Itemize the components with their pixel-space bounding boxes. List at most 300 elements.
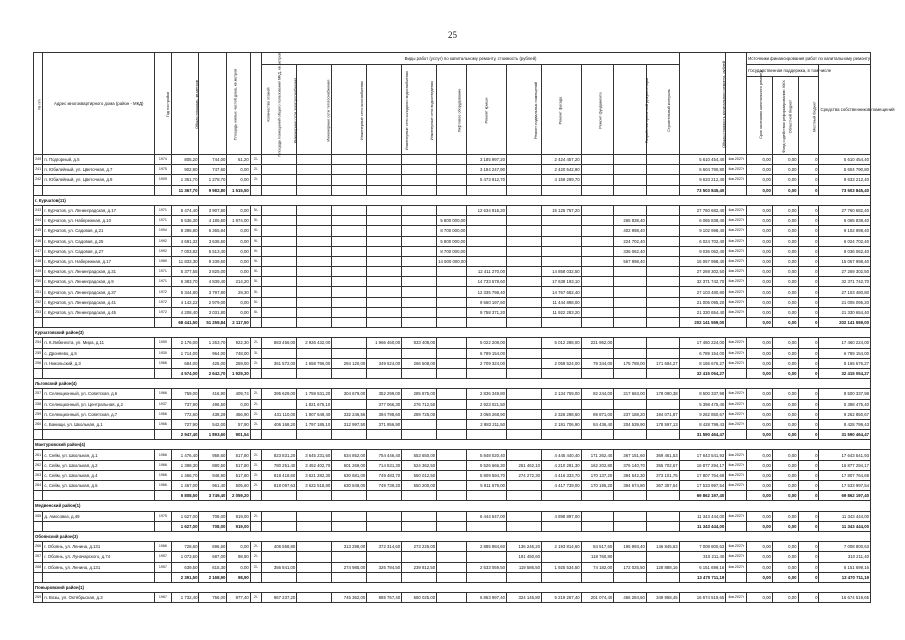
row-work-6 bbox=[437, 307, 467, 317]
row-work-12 bbox=[646, 552, 679, 562]
row-area-common: 0,00 bbox=[227, 267, 250, 277]
subtotal-fund-3: 0 bbox=[798, 185, 819, 195]
row-fund-4: 310 211,40 bbox=[819, 552, 871, 562]
row-area-common: 517,80 bbox=[227, 460, 250, 470]
row-year: 1966 bbox=[155, 419, 171, 429]
header-work-2: Инженерные сети теплоснабжения bbox=[297, 65, 332, 155]
row-area-total: 7 003,82 bbox=[171, 246, 199, 256]
row-year: 1971 bbox=[155, 277, 171, 287]
row-fund-2: 0,00 bbox=[772, 338, 798, 348]
row-work-9: 14 767 682,40 bbox=[542, 287, 582, 297]
row-work-8 bbox=[507, 389, 542, 399]
subtotal-floors bbox=[250, 368, 262, 378]
row-deadline: 4кв.2027г bbox=[726, 511, 747, 521]
row-work-8 bbox=[507, 256, 542, 266]
row-work-11: 367 151,60 bbox=[614, 450, 647, 460]
row-num: 243 bbox=[34, 205, 43, 215]
row-floors: 2/- bbox=[250, 389, 262, 399]
subtotal-fund-2: 0,00 bbox=[772, 318, 798, 328]
row-work-4 bbox=[367, 348, 402, 358]
header-work-5: Инженерные сети водоотведения bbox=[402, 65, 437, 155]
row-work-9: 15 125 767,20 bbox=[542, 205, 582, 215]
row-fund-2: 0,00 bbox=[772, 419, 798, 429]
subtotal-work-8 bbox=[507, 572, 542, 582]
row-work-8: 324 145,80 bbox=[507, 593, 542, 603]
header-area-living: Площадь жилых частей дома, кв.метров bbox=[199, 53, 227, 155]
subtotal-work-9 bbox=[542, 572, 582, 582]
row-work-11: 376 140,70 bbox=[614, 460, 647, 470]
row-floors: 2/- bbox=[250, 562, 262, 572]
row-work-4 bbox=[367, 511, 402, 521]
row-area-total: 5 377,55 bbox=[171, 267, 199, 277]
row-work-11: 394 542,30 bbox=[614, 470, 647, 480]
subtotal-work-9 bbox=[542, 521, 582, 531]
row-total-cost: 8 165 676,27 bbox=[679, 358, 726, 368]
district-row bbox=[34, 582, 871, 592]
row-deadline: 4кв.2027г bbox=[726, 256, 747, 266]
row-work-9 bbox=[542, 216, 582, 226]
row-work-10: 89 871,00 bbox=[581, 409, 614, 419]
row-work-8 bbox=[507, 205, 542, 215]
row-fund-4: 27 269 302,50 bbox=[819, 267, 871, 277]
row-work-8 bbox=[507, 409, 542, 419]
row-work-3: 630 849,00 bbox=[332, 481, 367, 491]
table-row bbox=[34, 552, 871, 562]
row-work-7: 2 533 059,50 bbox=[467, 562, 507, 572]
subtotal-work-6 bbox=[437, 521, 467, 531]
row-work-3: 601 269,00 bbox=[332, 460, 367, 470]
subtotal-fund-1: 0,00 bbox=[747, 368, 773, 378]
row-work-2 bbox=[297, 277, 332, 287]
row-work-4: 372 314,60 bbox=[367, 542, 402, 552]
row-num: 241 bbox=[34, 165, 43, 175]
row-fund-1: 0,00 bbox=[747, 389, 773, 399]
subtotal-area-common: 98,90 bbox=[227, 572, 250, 582]
row-work-3 bbox=[332, 277, 367, 287]
row-work-11 bbox=[614, 267, 647, 277]
row-address: г. Курчатов, ул. Садовая, д.25 bbox=[43, 236, 155, 246]
row-num: 256 bbox=[34, 358, 43, 368]
row-work-12 bbox=[646, 246, 679, 256]
district-row bbox=[34, 379, 871, 389]
row-work-6 bbox=[437, 593, 467, 603]
row-fund-3: 0 bbox=[798, 155, 819, 165]
row-floors: 9/- bbox=[250, 236, 262, 246]
row-work-3: 274 985,00 bbox=[332, 562, 367, 572]
row-work-5: 550 200,00 bbox=[402, 481, 437, 491]
row-work-10 bbox=[581, 267, 614, 277]
row-work-1: 431 110,00 bbox=[262, 409, 297, 419]
row-num: 253 bbox=[34, 307, 43, 317]
subtotal-work-9 bbox=[542, 318, 582, 328]
row-address: с. Сейм, ул. Школьная, д.4 bbox=[43, 470, 155, 480]
row-fund-3: 0 bbox=[798, 348, 819, 358]
row-work-5 bbox=[402, 236, 437, 246]
row-year: 1971 bbox=[155, 216, 171, 226]
row-work-11: 224 702,40 bbox=[614, 236, 647, 246]
row-total-cost: 27 760 682,40 bbox=[679, 205, 726, 215]
row-work-11 bbox=[614, 511, 647, 521]
subtotal-work-6 bbox=[437, 318, 467, 328]
row-work-8 bbox=[507, 450, 542, 460]
row-area-common: 919,00 bbox=[227, 511, 250, 521]
subtotal-work-11 bbox=[614, 368, 647, 378]
subtotal-year bbox=[155, 572, 171, 582]
row-area-common: 0,00 bbox=[227, 236, 250, 246]
row-work-10: 170 137,20 bbox=[581, 470, 614, 480]
row-fund-1: 0,00 bbox=[747, 246, 773, 256]
row-deadline: 4кв.2027г bbox=[726, 419, 747, 429]
subtotal-work-11 bbox=[614, 318, 647, 328]
subtotal-num bbox=[34, 491, 43, 501]
row-area-living: 948,90 bbox=[199, 470, 227, 480]
row-work-10: 79 344,00 bbox=[581, 358, 614, 368]
row-area-living: 1 278,70 bbox=[199, 175, 227, 185]
row-fund-2: 0,00 bbox=[772, 226, 798, 236]
row-work-2 bbox=[297, 175, 332, 185]
row-work-4: 394 798,60 bbox=[367, 409, 402, 419]
row-area-total: 1 467,00 bbox=[171, 481, 199, 491]
row-area-common: 922,30 bbox=[227, 338, 250, 348]
row-work-3 bbox=[332, 226, 367, 236]
row-work-6 bbox=[437, 409, 467, 419]
row-work-4 bbox=[367, 175, 402, 185]
row-work-2 bbox=[297, 562, 332, 572]
row-work-1 bbox=[262, 297, 297, 307]
row-work-5: 553 650,00 bbox=[402, 450, 437, 460]
row-work-9: 5 012 288,00 bbox=[542, 338, 582, 348]
row-work-11 bbox=[614, 338, 647, 348]
row-address: г. Обоянь, ул. Ленина, д.131 bbox=[43, 542, 155, 552]
row-fund-3: 0 bbox=[798, 277, 819, 287]
row-deadline: 4кв.2027г bbox=[726, 399, 747, 409]
row-area-common: 977,40 bbox=[227, 593, 250, 603]
table-header bbox=[34, 52, 895, 156]
row-work-7: 6 863 997,40 bbox=[467, 593, 507, 603]
row-work-12 bbox=[646, 165, 679, 175]
row-work-7: 5 811 579,00 bbox=[467, 481, 507, 491]
row-fund-3: 0 bbox=[798, 511, 819, 521]
row-area-common: 0,00 bbox=[227, 562, 250, 572]
row-num: 246 bbox=[34, 236, 43, 246]
subtotal-work-2 bbox=[297, 185, 332, 195]
row-work-5: 276 712,50 bbox=[402, 399, 437, 409]
table-row bbox=[34, 450, 871, 460]
row-fund-4: 17 460 224,00 bbox=[819, 338, 871, 348]
row-area-total: 5 536,30 bbox=[171, 216, 199, 226]
row-year: 1959 bbox=[155, 338, 171, 348]
row-work-10 bbox=[581, 287, 614, 297]
subtotal-fund-1: 0,00 bbox=[747, 185, 773, 195]
row-area-common: 0,00 bbox=[227, 256, 250, 266]
row-total-cost: 17 643 541,93 bbox=[679, 450, 726, 460]
row-total-cost: 27 103 480,80 bbox=[679, 287, 726, 297]
row-work-7: 2 836 349,80 bbox=[467, 389, 507, 399]
row-work-3 bbox=[332, 267, 367, 277]
row-work-3: 332 246,56 bbox=[332, 409, 367, 419]
district-label: Курчатовский район(3) bbox=[34, 328, 871, 338]
row-fund-4: 6 065 838,40 bbox=[819, 216, 871, 226]
row-work-8 bbox=[507, 348, 542, 358]
row-fund-1: 0,00 bbox=[747, 450, 773, 460]
subtotal-work-6 bbox=[437, 572, 467, 582]
row-work-2 bbox=[297, 307, 332, 317]
row-fund-3: 0 bbox=[798, 205, 819, 215]
row-fund-1: 0,00 bbox=[747, 460, 773, 470]
header-deadline: Срок окончания капитального ремонта bbox=[726, 53, 747, 155]
row-num: 252 bbox=[34, 297, 43, 307]
row-work-8 bbox=[507, 399, 542, 409]
row-address: с. Банищи, ул. Школьная, д.1 bbox=[43, 419, 155, 429]
row-total-cost: 8 428 799,43 bbox=[679, 419, 726, 429]
row-area-total: 728,60 bbox=[171, 542, 199, 552]
row-work-12 bbox=[646, 287, 679, 297]
table-row bbox=[34, 256, 871, 266]
row-work-5 bbox=[402, 256, 437, 266]
header-address: Адрес многоквартирного дома (район - МКД) bbox=[43, 53, 155, 155]
row-work-12 bbox=[646, 236, 679, 246]
row-work-10: 118 760,80 bbox=[581, 552, 614, 562]
row-work-10 bbox=[581, 175, 614, 185]
row-fund-4: 17 643 541,93 bbox=[819, 450, 871, 460]
row-work-8 bbox=[507, 226, 542, 236]
row-work-8 bbox=[507, 307, 542, 317]
row-work-8 bbox=[507, 267, 542, 277]
row-work-3: 294 120,00 bbox=[332, 358, 367, 368]
row-work-5 bbox=[402, 226, 437, 236]
row-floors: 2/- bbox=[250, 593, 262, 603]
subtotal-address bbox=[43, 318, 155, 328]
row-fund-1: 0,00 bbox=[747, 511, 773, 521]
row-work-8 bbox=[507, 358, 542, 368]
row-work-6 bbox=[437, 267, 467, 277]
table-row bbox=[34, 358, 871, 368]
subtotal-year bbox=[155, 430, 171, 440]
row-address: г. Курчатов, ул. Садовая, д.21 bbox=[43, 226, 155, 236]
row-fund-4: 5 398 475,40 bbox=[819, 399, 871, 409]
row-area-living: 696,60 bbox=[199, 542, 227, 552]
row-work-2 bbox=[297, 236, 332, 246]
row-work-3 bbox=[332, 165, 367, 175]
row-work-1: 406 558,80 bbox=[262, 542, 297, 552]
row-work-2: 1 797 185,10 bbox=[297, 419, 332, 429]
row-work-10 bbox=[581, 165, 614, 175]
row-work-11 bbox=[614, 277, 647, 287]
subtotal-area-living: 51 259,84 bbox=[199, 318, 227, 328]
subtotal-row bbox=[34, 572, 871, 582]
row-work-9 bbox=[542, 236, 582, 246]
row-fund-1: 0,00 bbox=[747, 236, 773, 246]
row-work-12: 178 597,13 bbox=[646, 419, 679, 429]
row-area-total: 5 344,80 bbox=[171, 287, 199, 297]
row-fund-2: 0,00 bbox=[772, 216, 798, 226]
row-total-cost: 16 674 519,65 bbox=[679, 593, 726, 603]
subtotal-row bbox=[34, 318, 871, 328]
subtotal-work-7 bbox=[467, 368, 507, 378]
table-row bbox=[34, 236, 871, 246]
row-area-total: 1 627,00 bbox=[171, 511, 199, 521]
row-fund-3: 0 bbox=[798, 593, 819, 603]
row-num: 255 bbox=[34, 348, 43, 358]
row-work-7: 5 809 594,70 bbox=[467, 470, 507, 480]
row-work-1 bbox=[262, 165, 297, 175]
row-work-9: 4 159 299,70 bbox=[542, 175, 582, 185]
row-num: 247 bbox=[34, 246, 43, 256]
row-work-11 bbox=[614, 165, 647, 175]
row-total-cost: 9 633 212,40 bbox=[679, 175, 726, 185]
row-year: 1971 bbox=[155, 205, 171, 215]
row-area-living: 438,29 bbox=[199, 409, 227, 419]
subtotal-total-cost: 13 470 711,19 bbox=[679, 572, 726, 582]
subtotal-deadline bbox=[726, 318, 747, 328]
subtotal-work-5 bbox=[402, 185, 437, 195]
subtotal-deadline bbox=[726, 430, 747, 440]
row-work-7: 2 885 984,60 bbox=[467, 542, 507, 552]
subtotal-fund-2: 0,00 bbox=[772, 185, 798, 195]
subtotal-floors bbox=[250, 572, 262, 582]
subtotal-year bbox=[155, 491, 171, 501]
subtotal-area-total: 2 391,50 bbox=[171, 572, 199, 582]
subtotal-work-1 bbox=[262, 572, 297, 582]
row-fund-4: 21 330 654,40 bbox=[819, 307, 871, 317]
subtotal-work-11 bbox=[614, 491, 647, 501]
row-fund-3: 0 bbox=[798, 297, 819, 307]
row-fund-1: 0,00 bbox=[747, 419, 773, 429]
subtotal-work-2 bbox=[297, 318, 332, 328]
row-area-living: 958,60 bbox=[199, 450, 227, 460]
row-work-1 bbox=[262, 226, 297, 236]
row-work-9: 11 444 898,00 bbox=[542, 297, 582, 307]
row-fund-3: 0 bbox=[798, 552, 819, 562]
table-row bbox=[34, 226, 871, 236]
row-work-8 bbox=[507, 277, 542, 287]
row-fund-4: 32 371 742,70 bbox=[819, 277, 871, 287]
subtotal-num bbox=[34, 572, 43, 582]
subtotal-work-1 bbox=[262, 521, 297, 531]
row-floors: 2/- bbox=[250, 338, 262, 348]
row-work-6 bbox=[437, 165, 467, 175]
row-work-7: 3 184 247,90 bbox=[467, 165, 507, 175]
row-fund-2: 0,00 bbox=[772, 175, 798, 185]
row-work-7 bbox=[467, 246, 507, 256]
subtotal-num bbox=[34, 368, 43, 378]
row-address: п. Возы, ул. Октябрьская, д.3 bbox=[43, 593, 155, 603]
subtotal-work-8 bbox=[507, 521, 542, 531]
row-work-3: 304 679,00 bbox=[332, 389, 367, 399]
row-total-cost: 5 398 475,40 bbox=[679, 399, 726, 409]
row-work-2: 3 452 402,70 bbox=[297, 460, 332, 470]
row-fund-2: 0,00 bbox=[772, 165, 798, 175]
row-work-3 bbox=[332, 552, 367, 562]
row-floors: 2/- bbox=[250, 511, 262, 521]
row-address: г. Курчатов, ул. Ленинградская, д.41 bbox=[43, 297, 155, 307]
row-total-cost: 17 533 997,54 bbox=[679, 481, 726, 491]
subtotal-area-total: 5 808,50 bbox=[171, 491, 199, 501]
table-row bbox=[34, 470, 871, 480]
row-work-10 bbox=[581, 348, 614, 358]
row-area-living: 880,50 bbox=[199, 460, 227, 470]
subtotal-address bbox=[43, 491, 155, 501]
row-work-2 bbox=[297, 348, 332, 358]
table-row bbox=[34, 338, 871, 348]
subtotal-fund-3: 0 bbox=[798, 318, 819, 328]
subtotal-work-10 bbox=[581, 318, 614, 328]
row-area-total: 4 681,32 bbox=[171, 236, 199, 246]
subtotal-area-living: 2 642,70 bbox=[199, 368, 227, 378]
district-label: Поныровский район(1) bbox=[34, 582, 871, 592]
row-fund-2: 0,00 bbox=[772, 389, 798, 399]
row-deadline: 4кв.2027г bbox=[726, 389, 747, 399]
table-row bbox=[34, 205, 871, 215]
row-work-6 bbox=[437, 460, 467, 470]
row-work-11 bbox=[614, 205, 647, 215]
subtotal-year bbox=[155, 521, 171, 531]
table-row bbox=[34, 389, 871, 399]
row-work-5 bbox=[402, 297, 437, 307]
row-area-total: 8 395,80 bbox=[171, 226, 199, 236]
row-fund-3: 0 bbox=[798, 175, 819, 185]
row-floors: 2/- bbox=[250, 409, 262, 419]
row-work-7: 14 733 578,60 bbox=[467, 277, 507, 287]
row-area-common: 0,00 bbox=[227, 399, 250, 409]
row-floors: 3/- bbox=[250, 348, 262, 358]
row-work-5: 273 225,00 bbox=[402, 542, 437, 552]
subtotal-work-6 bbox=[437, 430, 467, 440]
header-year: Год постройки bbox=[155, 53, 171, 155]
row-num: 249 bbox=[34, 155, 43, 165]
row-work-11: 237 188,20 bbox=[614, 409, 647, 419]
row-area-living: 542,00 bbox=[199, 419, 227, 429]
row-num: 268 bbox=[34, 562, 43, 572]
header-work-7: Ремонт крыши bbox=[467, 65, 507, 155]
row-year: 1992 bbox=[155, 236, 171, 246]
row-area-common: 29,30 bbox=[227, 287, 250, 297]
subtotal-work-8 bbox=[507, 491, 542, 501]
subtotal-work-5 bbox=[402, 430, 437, 440]
row-fund-2: 0,00 bbox=[772, 593, 798, 603]
row-address: п. Селекционный, ул. Советская, д.7 bbox=[43, 409, 155, 419]
row-year: 1957 bbox=[155, 562, 171, 572]
row-work-1 bbox=[262, 552, 297, 562]
row-fund-3: 0 bbox=[798, 226, 819, 236]
row-work-6 bbox=[437, 297, 467, 307]
row-address: п. Юбилейный, ул. Цветочная, д.7 bbox=[43, 165, 155, 175]
subtotal-total-cost: 73 503 845,40 bbox=[679, 185, 726, 195]
row-total-cost: 32 371 742,70 bbox=[679, 277, 726, 287]
header-total-cost: Общая стоимость капитального ремонта, рублей bbox=[679, 53, 726, 155]
row-work-1: 883 456,00 bbox=[262, 338, 297, 348]
subtotal-fund-3: 0 bbox=[798, 368, 819, 378]
row-work-11 bbox=[614, 552, 647, 562]
subtotal-work-10 bbox=[581, 521, 614, 531]
district-label: г. Курчатов(11) bbox=[34, 195, 871, 205]
row-year: 1994 bbox=[155, 226, 171, 236]
table-row bbox=[34, 593, 871, 603]
subtotal-floors bbox=[250, 491, 262, 501]
row-work-4 bbox=[367, 165, 402, 175]
row-work-2 bbox=[297, 205, 332, 215]
row-deadline: 4кв.2027г bbox=[726, 216, 747, 226]
subtotal-work-3 bbox=[332, 185, 367, 195]
row-work-12 bbox=[646, 511, 679, 521]
header-fund-2: Областной бюджет bbox=[772, 77, 798, 155]
row-work-10 bbox=[581, 216, 614, 226]
row-work-11 bbox=[614, 175, 647, 185]
row-fund-1: 0,00 bbox=[747, 593, 773, 603]
row-work-9: 2 193 814,60 bbox=[542, 542, 582, 552]
row-fund-4: 6 024 702,40 bbox=[819, 236, 871, 246]
subtotal-work-4 bbox=[367, 491, 402, 501]
